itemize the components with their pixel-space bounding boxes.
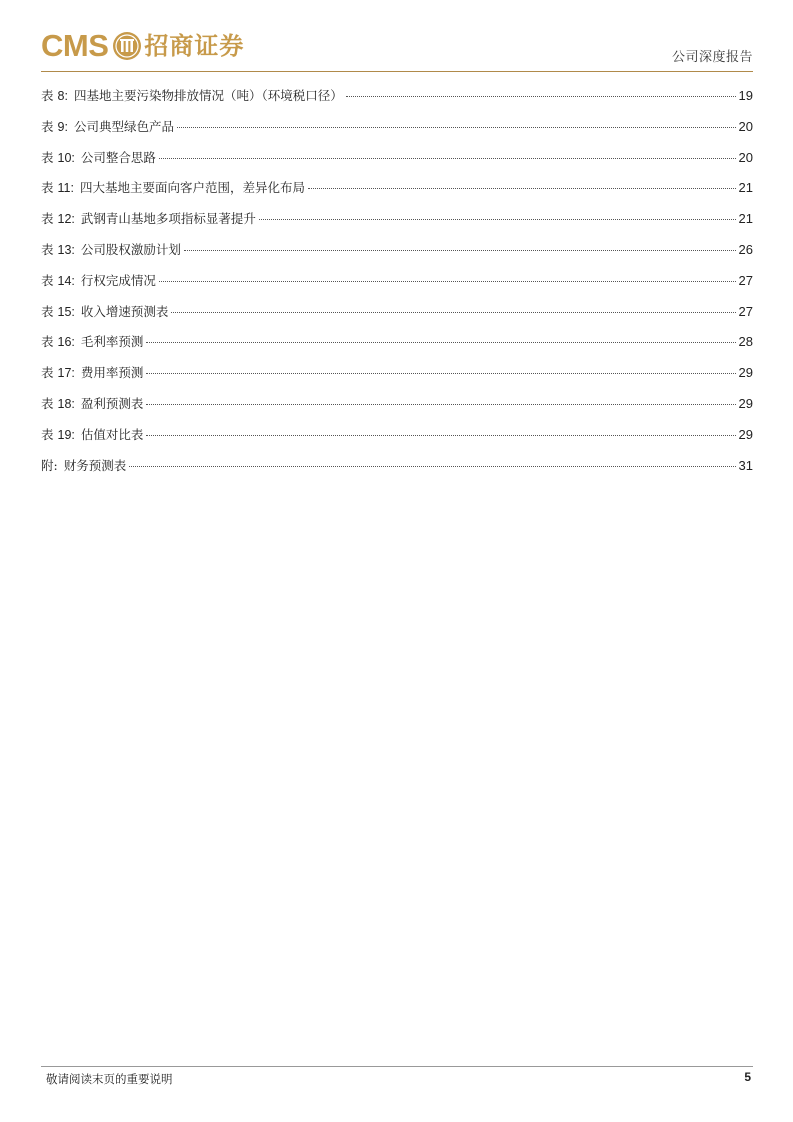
toc-entry[interactable] — [41, 331, 753, 362]
toc-entry-prefix: 表 — [41, 395, 54, 411]
toc-entry[interactable] — [41, 393, 753, 424]
toc-entry-prefix: 表 — [41, 426, 54, 442]
toc-entry-label: 公司典型绿色产品 — [73, 118, 174, 134]
toc-entry-page: 29 — [738, 365, 753, 381]
toc-entry-label: 费用率预测 — [80, 365, 144, 381]
toc-dot-leader — [171, 311, 735, 313]
toc-entry-page: 20 — [738, 149, 753, 165]
toc-entry-number: 19: — [57, 427, 75, 442]
toc-entry-prefix: 附: — [41, 457, 58, 473]
toc-entry[interactable] — [41, 177, 753, 208]
toc-entry-number: 16: — [57, 335, 75, 350]
toc-entry-prefix: 表 — [41, 118, 54, 134]
toc-dot-leader — [159, 157, 736, 159]
toc-entry-number: 18: — [57, 396, 75, 411]
header-divider — [41, 71, 753, 72]
toc-entry-number: 9: — [57, 119, 68, 134]
toc-entry-page: 21 — [738, 211, 753, 227]
toc-entry-prefix: 表 — [41, 303, 54, 319]
toc-entry[interactable] — [41, 239, 753, 270]
toc-entry-prefix: 表 — [41, 149, 54, 165]
toc-entry-label: 估值对比表 — [80, 426, 144, 442]
toc-dot-leader — [159, 280, 736, 282]
toc-entry[interactable] — [41, 85, 753, 116]
toc-entry-page: 31 — [738, 457, 753, 473]
cms-logo — [41, 28, 244, 64]
toc-entry-page: 19 — [738, 88, 753, 103]
toc-entry-label: 毛利率预测 — [80, 334, 144, 350]
footer-disclaimer: 敬请阅读末页的重要说明 — [46, 1072, 173, 1086]
toc-entry-label: 四基地主要污染物排放情况（吨）（环境税口径） — [73, 88, 343, 103]
toc-entry-label: 行权完成情况 — [80, 272, 156, 288]
toc-dot-leader — [308, 187, 736, 189]
toc-dot-leader — [146, 341, 735, 343]
footer-divider — [41, 1066, 753, 1067]
toc-entry[interactable] — [41, 270, 753, 301]
table-of-contents — [41, 85, 753, 485]
toc-entry-number: 8: — [57, 89, 68, 103]
toc-dot-leader — [177, 126, 736, 128]
toc-dot-leader — [259, 218, 736, 220]
toc-entry-page: 28 — [738, 334, 753, 350]
toc-dot-leader — [129, 465, 735, 467]
toc-entry-label: 盈利预测表 — [80, 395, 144, 411]
logo-chinese-text: 招商证券 — [144, 32, 245, 60]
cms-emblem-icon — [112, 31, 142, 61]
toc-entry[interactable] — [41, 362, 753, 393]
toc-entry-label: 公司股权激励计划 — [80, 241, 181, 257]
toc-entry[interactable] — [41, 455, 753, 486]
toc-entry-prefix: 表 — [41, 88, 54, 103]
toc-entry-page: 27 — [738, 272, 753, 288]
toc-entry[interactable] — [41, 208, 753, 239]
report-type-label: 公司深度报告 — [671, 50, 753, 65]
toc-entry-label: 财务预测表 — [63, 457, 127, 473]
toc-entry-number: 15: — [57, 304, 75, 319]
toc-entry-page: 26 — [738, 241, 753, 257]
toc-entry-prefix: 表 — [41, 272, 54, 288]
page-number: 5 — [744, 1070, 751, 1084]
toc-entry-label: 四大基地主要面向客户范围，差异化布局 — [79, 180, 305, 196]
toc-entry-prefix: 表 — [41, 334, 54, 350]
toc-entry-prefix: 表 — [41, 180, 54, 196]
toc-entry-page: 29 — [738, 426, 753, 442]
toc-entry-label: 武钢青山基地多项指标显著提升 — [80, 211, 256, 227]
toc-entry[interactable] — [41, 424, 753, 455]
toc-entry-label: 收入增速预测表 — [80, 303, 169, 319]
toc-entry-page: 27 — [738, 303, 753, 319]
toc-entry-page: 29 — [738, 395, 753, 411]
toc-entry[interactable] — [41, 147, 753, 178]
toc-dot-leader — [184, 249, 736, 251]
toc-entry-number: 13: — [57, 242, 75, 257]
toc-dot-leader — [146, 372, 735, 374]
toc-entry-number: 12: — [57, 212, 75, 227]
toc-entry-number: 14: — [57, 273, 75, 288]
toc-entry-prefix: 表 — [41, 211, 54, 227]
toc-entry-prefix: 表 — [41, 241, 54, 257]
toc-dot-leader — [146, 403, 735, 405]
toc-entry[interactable] — [41, 116, 753, 147]
toc-dot-leader — [346, 95, 736, 97]
toc-entry[interactable] — [41, 301, 753, 332]
toc-entry-page: 21 — [738, 180, 753, 196]
logo-latin-text: CMS — [41, 28, 109, 63]
toc-entry-prefix: 表 — [41, 365, 54, 381]
toc-entry-number: 11: — [57, 181, 74, 196]
toc-entry-number: 10: — [57, 150, 75, 165]
toc-entry-number: 17: — [57, 366, 75, 381]
toc-entry-label: 公司整合思路 — [80, 149, 156, 165]
toc-entry-page: 20 — [738, 118, 753, 134]
page-header — [41, 26, 753, 70]
toc-dot-leader — [146, 434, 735, 436]
